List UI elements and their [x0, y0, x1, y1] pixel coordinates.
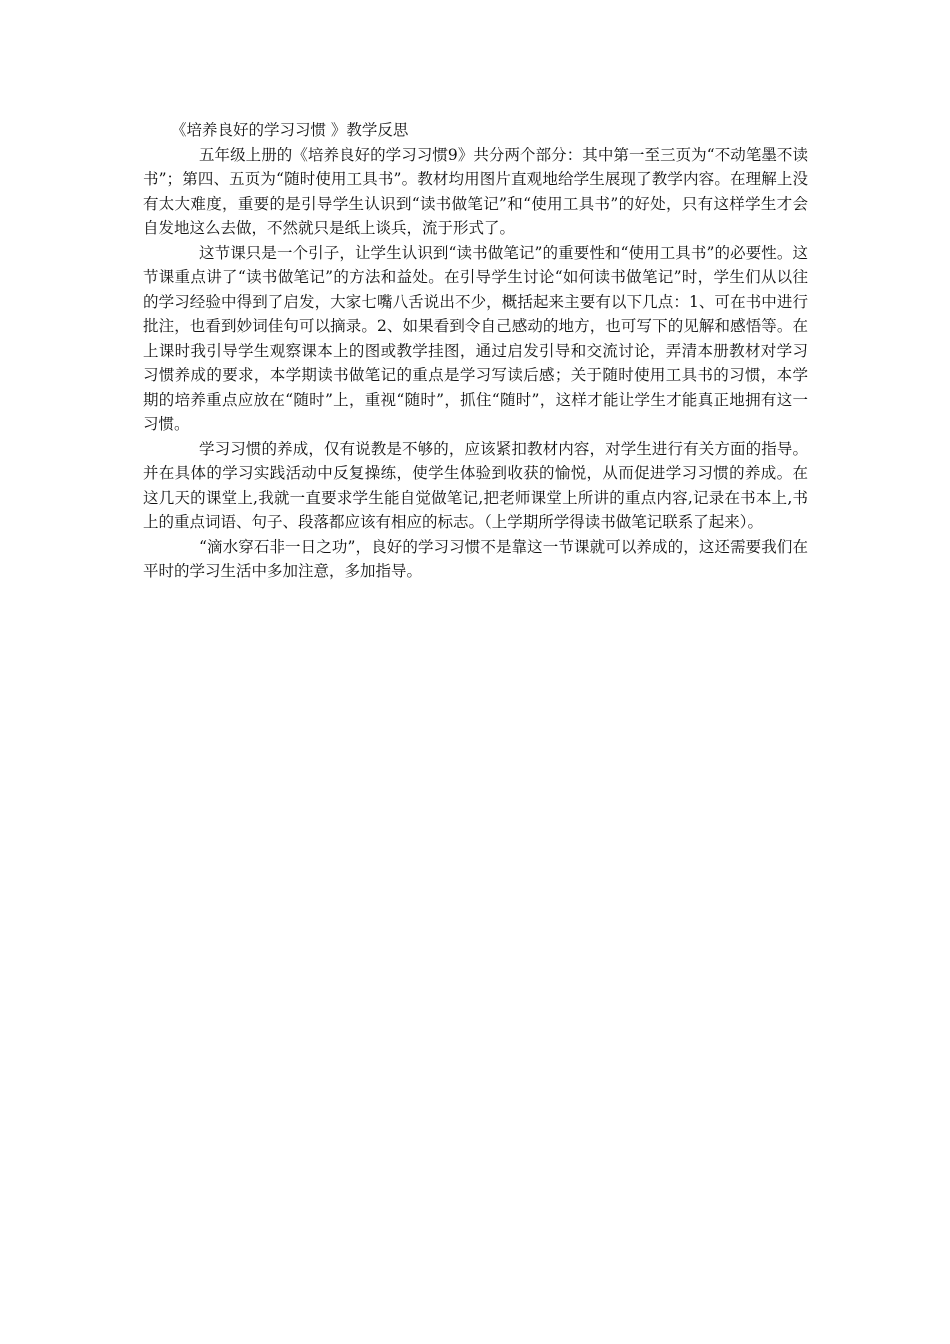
document-title: 《培养良好的学习习惯 》教学反思: [171, 121, 409, 139]
document-body: [143, 118, 808, 584]
paragraph-3: 学习习惯的养成，仅有说教是不够的，应该紧扣教材内容，对学生进行有关方面的指导。并在具体的学习实践活动中反复操练，使学生体验到收获的愉悦，从而促进学习习惯的养成。在这几天的课堂上,我就一直要求学生能自觉做笔记,把老师课堂上所讲的重点内容,记录在书本上,书上的重点词语、句子、段落都应该有相应的标志。（上学期所学得读书做笔记联系了起来）。: [143, 439, 808, 531]
paragraph-1: 五年级上册的《培养良好的学习习惯9》共分两个部分：其中第一至三页为“不动笔墨不读书”；第四、五页为“随时使用工具书”。教材均用图片直观地给学生展现了教学内容。在理解上没有太大难度，重要的是引导学生认识到“读书做笔记”和“使用工具书”的好处，只有这样学生才会自发地这么去做，不然就只是纸上谈兵，流于形式了。: [143, 145, 808, 237]
paragraph-2: 这节课只是一个引子，让学生认识到“读书做笔记”的重要性和“使用工具书”的必要性。这节课重点讲了“读书做笔记”的方法和益处。在引导学生讨论“如何读书做笔记”时，学生们从以往的学习经验中得到了启发，大家七嘴八舌说出不少，概括起来主要有以下几点：1、可在书中进行批注，也看到妙词佳句可以摘录。2、如果看到令自己感动的地方，也可写下的见解和感悟等。在上课时我引导学生观察课本上的图或教学挂图，通过启发引导和交流讨论，弄清本册教材对学习习惯养成的要求，本学期读书做笔记的重点是学习写读后感；关于随时使用工具书的习惯，本学期的培养重点应放在“随时”上，重视“随时”，抓住“随时”，这样才能让学生才能真正地拥有这一习惯。: [143, 243, 808, 433]
paragraph-4: “滴水穿石非一日之功”，良好的学习习惯不是靠这一节课就可以养成的，这还需要我们在平时的学习生活中多加注意，多加指导。: [143, 537, 808, 580]
